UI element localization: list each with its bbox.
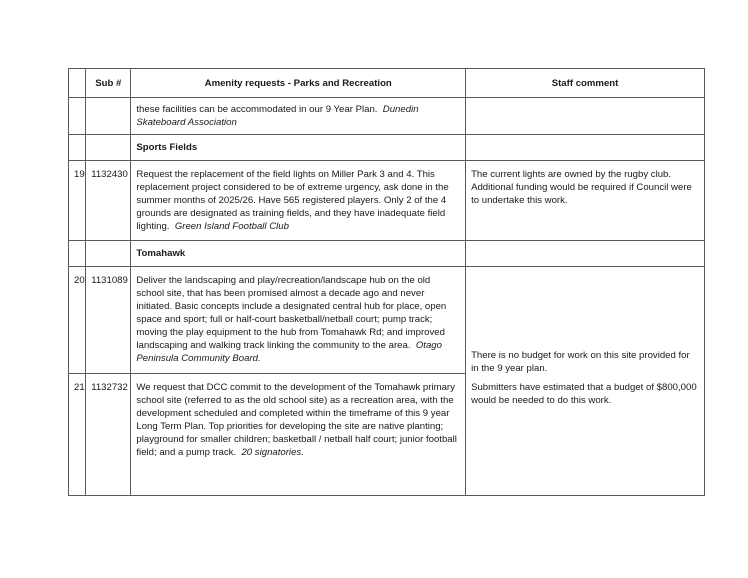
cell-num <box>69 98 86 135</box>
row-number: 20 <box>69 267 86 374</box>
row-number: 19 <box>69 161 86 241</box>
cell-request <box>131 374 466 496</box>
request-text: these facilities can be accommodated in our 9 Year Plan. <box>136 104 378 115</box>
submitter-name: Otago Peninsula Community Board. <box>136 340 442 364</box>
cell-request <box>131 267 466 374</box>
table-row-19 <box>69 161 705 241</box>
submitter-name: Dunedin Skateboard Association <box>136 104 419 128</box>
submission-number: 1131089 <box>86 267 131 374</box>
section-row-sports-fields <box>69 135 705 161</box>
table-row-continuation <box>69 98 705 135</box>
header-num <box>69 69 86 98</box>
staff-comment: The current lights are owned by the rugby club. Additional funding would be required if Council were to undertake this work. <box>466 161 705 241</box>
staff-comment-tomahawk <box>466 267 705 496</box>
cell-request <box>131 161 466 241</box>
request-text: We request that DCC commit to the development of the Tomahawk primary school site (referred to as the old school site) as a recreation area, with the development scheduled and completed within the timeframe of this 9 year Long Term Plan. Top priorities for developing the site are native planting; playground for smaller children; basketball / netball half court; junior football field; and a pump track. <box>136 382 457 458</box>
submission-number: 1132732 <box>86 374 131 496</box>
header-request: Amenity requests - Parks and Recreation <box>131 69 466 98</box>
section-title: Sports Fields <box>131 135 466 161</box>
header-staff: Staff comment <box>466 69 705 98</box>
submitter-name: 20 signatories. <box>241 447 304 458</box>
table-row-20 <box>69 267 705 374</box>
cell-request <box>131 98 466 135</box>
submitter-name: Green Island Football Club <box>174 221 289 232</box>
amenity-requests-table <box>68 68 705 496</box>
request-text: Request the replacement of the field lights on Miller Park 3 and 4. This replacement project considered to be of extreme urgency, ask done in the summer months of 2025/26. Have 565 registered players. Only 2 of the 4 grounds are designated as training fields, and they have inadequate field lighting. <box>136 169 449 232</box>
cell-sub <box>86 98 131 135</box>
request-text: Deliver the landscaping and play/recreation/landscape hub on the old school site, that has been promised almost a decade ago and never initiated. Basic concepts include a designated central hub for place, open space and sport; full or half-court basketball/netball court; pump track; moving the play equipment to the hub from Tomahawk Rd; and improved landscaping and walking track linking the community to the area. <box>136 275 447 351</box>
staff-comment-paragraph: Submitters have estimated that a budget of $800,000 would be needed to do this work. <box>471 382 697 406</box>
cell-staff <box>466 98 705 135</box>
row-number: 21 <box>69 374 86 496</box>
staff-comment-paragraph: There is no budget for work on this site provided for in the 9 year plan. <box>471 350 690 374</box>
header-sub: Sub # <box>86 69 131 98</box>
submission-number: 1132430 <box>86 161 131 241</box>
section-title: Tomahawk <box>131 241 466 267</box>
header-row <box>69 69 705 98</box>
section-row-tomahawk <box>69 241 705 267</box>
